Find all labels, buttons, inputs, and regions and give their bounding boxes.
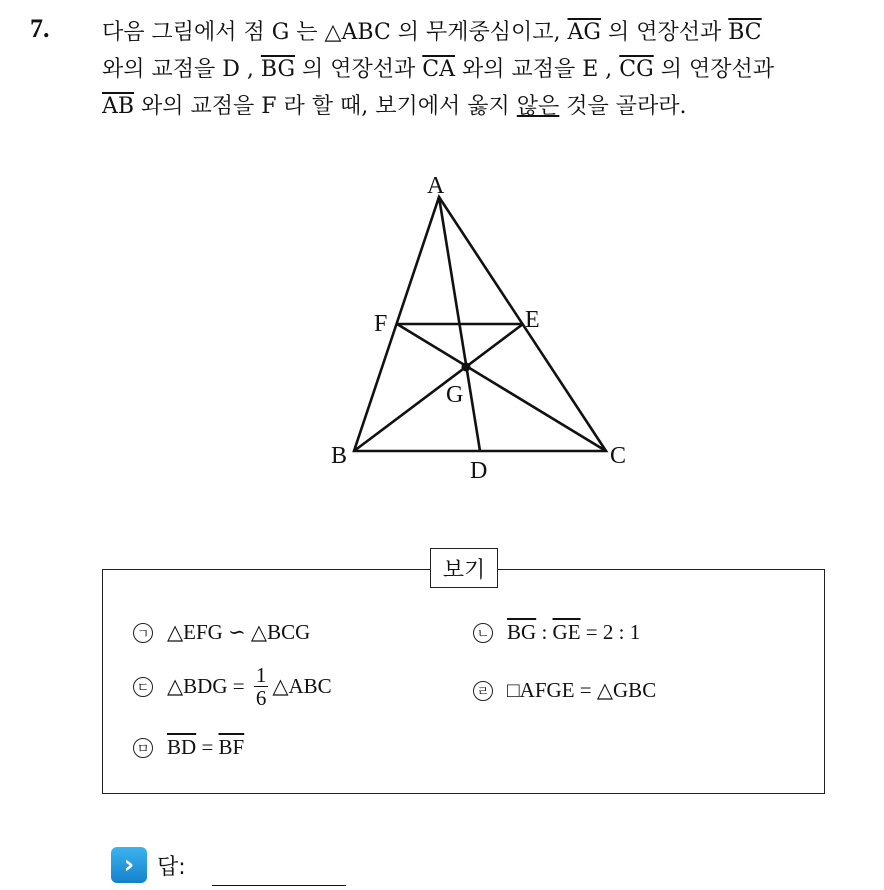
item-marker: ㄹ	[473, 681, 493, 701]
segment-bg: $\overline{BG}$	[507, 620, 537, 644]
segment-bc: $\overline{BC}$	[728, 20, 762, 45]
answer-blank[interactable]	[212, 885, 346, 886]
item-marker: ㄱ	[133, 623, 153, 643]
segment-bg: $\overline{BG}$	[260, 57, 296, 82]
bogi-item-2	[473, 620, 640, 645]
item-text: △EFG ∽ △BCG	[167, 620, 311, 644]
segment-cg: $\overline{CG}$	[619, 57, 654, 82]
fraction-denominator: 6	[255, 686, 267, 711]
text-segment: 와의 교점을 D ,	[102, 57, 261, 82]
item-text: :	[536, 620, 553, 644]
median-be	[354, 324, 523, 451]
answer-label: 답:	[157, 854, 186, 880]
text-segment: 의 연장선과	[600, 20, 729, 45]
item-marker: ㄷ	[133, 677, 153, 697]
item-marker: ㅁ	[133, 738, 153, 758]
centroid-point	[462, 363, 471, 372]
text-segment: 와의 교점을 F 라 할 때, 보기에서 옳지	[134, 94, 517, 119]
label-e: E	[525, 307, 540, 333]
bogi-item-1	[133, 620, 310, 645]
answer-row	[111, 847, 186, 883]
underlined-word: 않은	[516, 94, 560, 119]
chevron-right-icon: ›	[111, 847, 147, 883]
median-cf	[397, 324, 606, 451]
item-text: △BDG =	[167, 674, 250, 699]
segment-ab: $\overline{AB}$	[102, 94, 135, 119]
item-text: =	[196, 735, 219, 759]
item-text: △ABC	[272, 674, 332, 699]
label-d: D	[470, 458, 488, 484]
segment-bd: $\overline{BD}$	[167, 735, 197, 759]
text-segment: 의 연장선과	[653, 57, 774, 82]
item-text: □AFGE = △GBC	[507, 678, 657, 702]
segment-ca: $\overline{CA}$	[422, 57, 456, 82]
text-segment: 것을 골라라.	[559, 94, 687, 119]
item-marker: ㄴ	[473, 623, 493, 643]
text-segment: 와의 교점을 E ,	[455, 57, 620, 82]
bogi-item-5	[133, 735, 244, 760]
text-segment: 의 연장선과	[295, 57, 423, 82]
segment-ag: $\overline{AG}$	[567, 20, 601, 45]
text-segment: 다음 그림에서 점 G 는 △ABC 의 무게중심이고,	[102, 20, 568, 45]
bogi-item-3	[133, 664, 332, 709]
label-c: C	[610, 443, 627, 469]
label-a: A	[427, 173, 445, 199]
label-b: B	[331, 443, 348, 469]
segment-bf: $\overline{BF}$	[218, 735, 245, 759]
question-number: 7.	[30, 14, 50, 43]
item-text: = 2 : 1	[580, 620, 641, 644]
label-f: F	[374, 311, 388, 337]
fraction-numerator: 1	[255, 663, 267, 687]
bogi-item-4	[473, 678, 656, 703]
label-g: G	[446, 382, 464, 408]
bogi-title: 보기	[430, 548, 498, 588]
segment-ge: $\overline{GE}$	[552, 620, 581, 644]
fraction	[254, 664, 269, 709]
